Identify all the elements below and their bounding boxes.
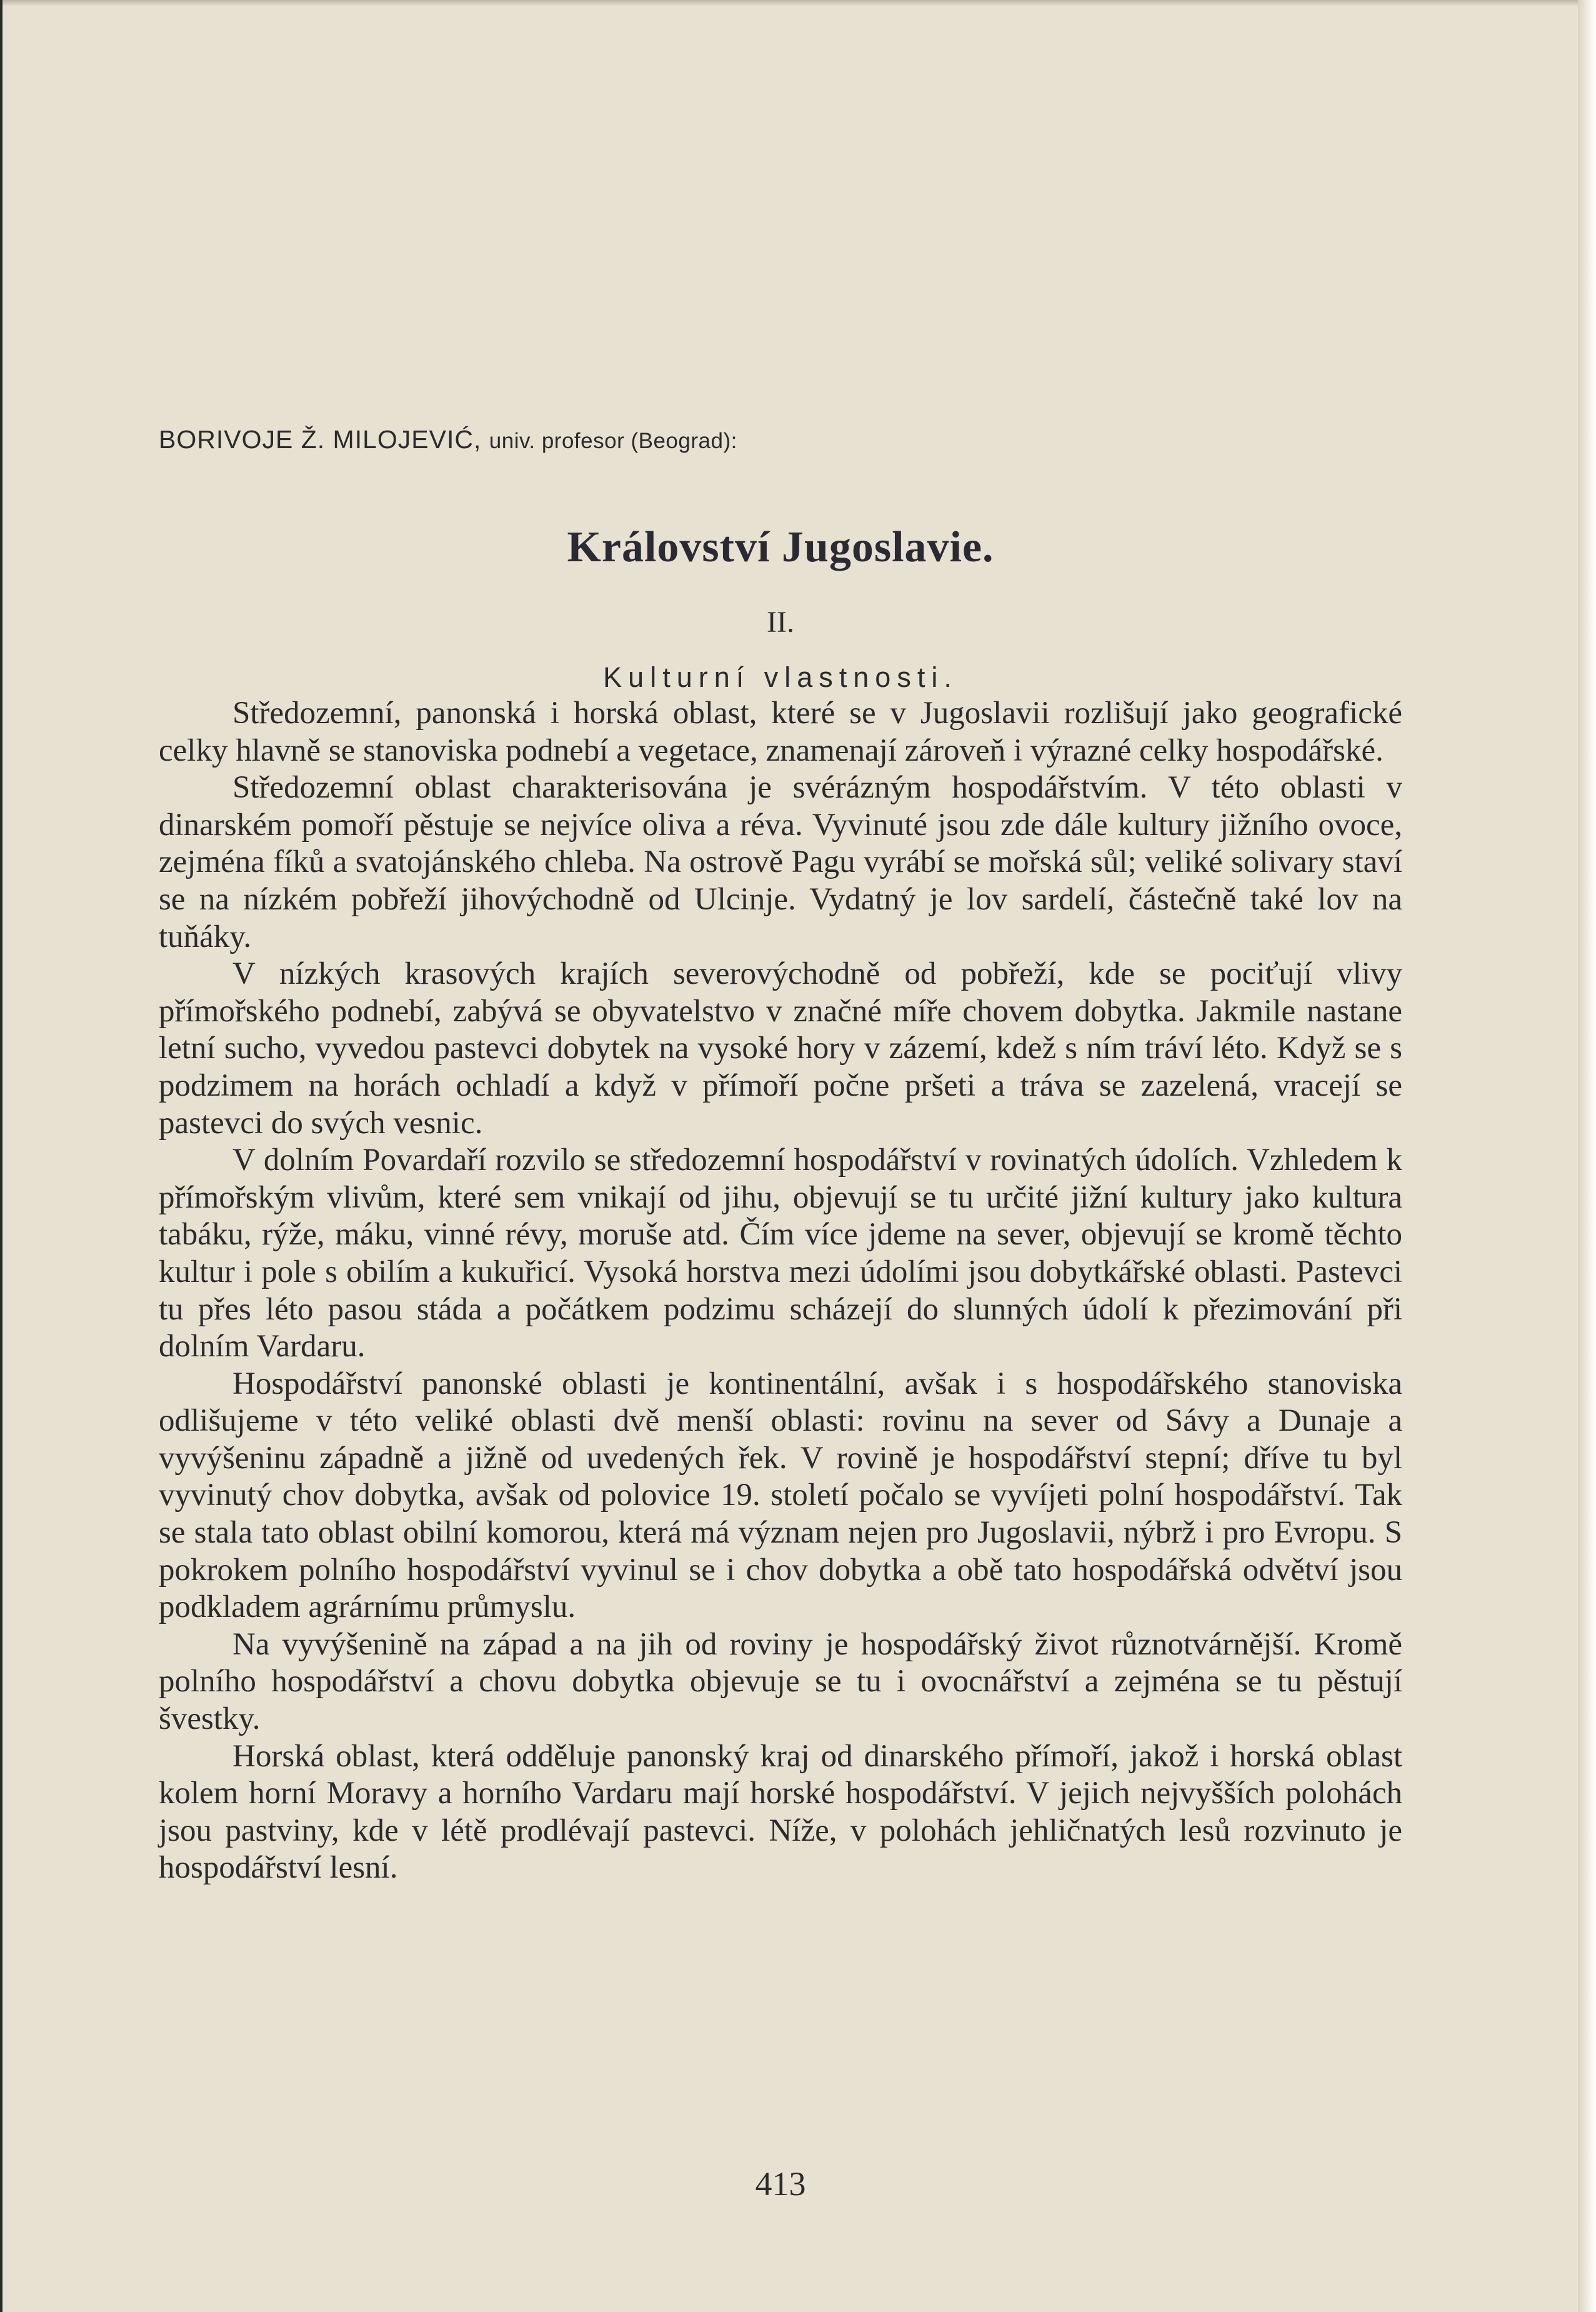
- paragraph: Hospodářství panonské oblasti je kontinentální, avšak i s hospodářského stanoviska odlišujeme v této veliké oblasti dvě menší oblasti: rovinu na sever od Sávy a Dunaje a vyvýšeninu západně a jižně od uvedených řek. V rovině je hospodářství stepní; dříve tu byl vyvinutý chov dobytka, avšak od polovice 19. století počalo se vyvíjeti polní hospodářství. Tak se stala tato oblast obilní komorou, která má význam nejen pro Jugoslavii, nýbrž i pro Evropu. S pokrokem polního hospodářství vyvinul se i chov dobytka a obě tato hospodářská odvětví jsou podkladem agrárnímu průmyslu.: [159, 1366, 1402, 1625]
- article-title: Království Jugoslavie.: [567, 523, 994, 571]
- page-edge: [1578, 0, 1596, 2312]
- page-number: 413: [755, 2165, 806, 2203]
- article-body: [159, 695, 1402, 1887]
- page-top-shadow: [2, 0, 1580, 6]
- paragraph: V nízkých krasových krajích severovýchodně od pobřeží, kde se pociťují vlivy přímořského podnebí, zabývá se obyvatelstvo v značné míře chovem dobytka. Jakmile nastane letní sucho, vyvedou pastevci dobytek na vysoké hory v zázemí, kdež s ním tráví léto. Když se s podzimem na horách ochladí a když v přímoří počne pršeti a tráva se zazelená, vracejí se pastevci do svých vesnic.: [159, 956, 1402, 1141]
- paragraph: Středozemní, panonská i horská oblast, které se v Jugoslavii rozlišují jako geografické celky hlavně se stanoviska podnebí a vegetace, znamenají zároveň i výrazné celky hospodářské.: [159, 696, 1402, 768]
- paragraph: Na vyvýšenině na západ a na jih od roviny je hospodářský život různotvárnější. Kromě polního hospodářství a chovu dobytka objevuje se tu i ovocnářství a zejména se tu pěstují švestky.: [159, 1626, 1402, 1737]
- section-subtitle: Kulturní vlastnosti.: [603, 661, 958, 693]
- part-number: II.: [767, 606, 794, 639]
- author-byline: [159, 425, 1402, 454]
- paragraph: V dolním Povardaří rozvilo se středozemní hospodářství v rovinatých údolích. Vzhledem k přímořským vlivům, které sem vnikají od jihu, objevují se tu určité jižní kultury jako kultura tabáku, rýže, máku, vinné révy, moruše atd. Čím více jdeme na sever, objevují se kromě těchto kultur i pole s obilím a kukuřicí. Vysoká horstva mezi údolími jsou dobytkářské oblasti. Pastevci tu přes léto pasou stáda a počátkem podzimu scházejí do slunných údolí k přezimování při dolním Vardaru.: [159, 1143, 1402, 1364]
- paragraph: Středozemní oblast charakterisována je svérázným hospodářstvím. V této oblasti v dinarském pomoří pěstuje se nejvíce oliva a réva. Vyvinuté jsou zde dále kultury jižního ovoce, zejména fíků a svatojánského chleba. Na ostrově Pagu vyrábí se mořská sůl; veliké solivary staví se na nízkém pobřeží jihovýchodně od Ulcinje. Vydatný je lov sardelí, částečně také lov na tuňáky.: [159, 770, 1402, 954]
- paragraph: Horská oblast, která odděluje panonský kraj od dinarského přímoří, jakož i horská oblast kolem horní Moravy a horního Vardaru mají horské hospodářství. V jejich nejvyšších polohách jsou pastviny, kde v létě prodlévají pastevci. Níže, v polohách jehličnatých lesů rozvinuto je hospodářství lesní.: [159, 1738, 1402, 1886]
- author-name: BORIVOJE Ž. MILOJEVIĆ,: [159, 425, 482, 454]
- author-role: univ. profesor (Beograd):: [489, 429, 737, 453]
